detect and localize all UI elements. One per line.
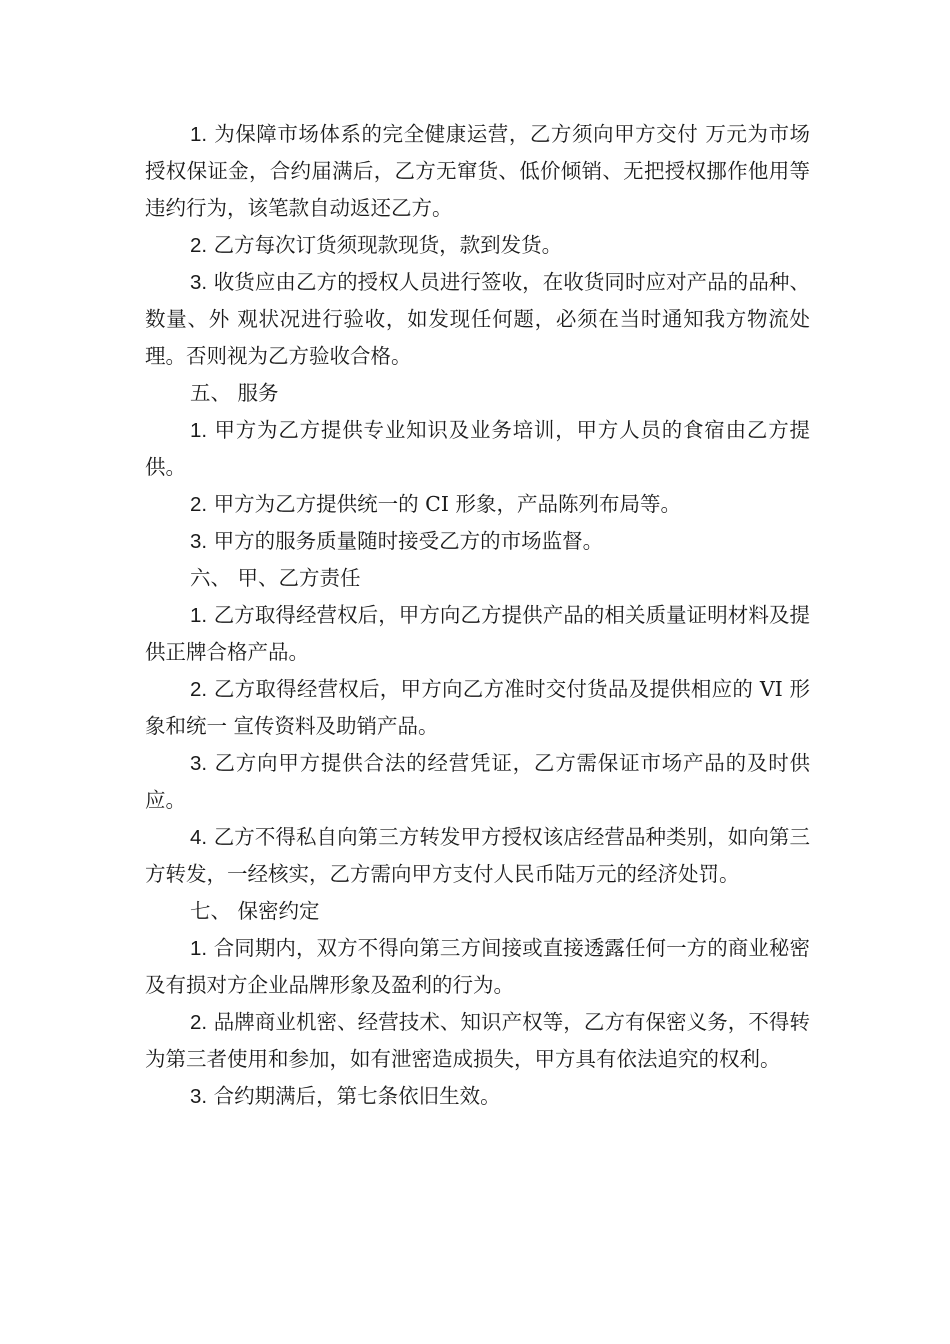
clause-number: 2.	[190, 234, 208, 257]
clause-number: 1.	[190, 123, 208, 146]
clause-paragraph	[145, 745, 810, 819]
clause-paragraph	[145, 116, 810, 227]
clause-number: 2.	[190, 678, 208, 701]
clause-number: 3.	[190, 530, 208, 553]
clause-paragraph	[145, 264, 810, 375]
clause-text: 品牌商业机密、经营技术、知识产权等，乙方有保密义务，不得转为第三者使用和参加，如有泄密造成损失，甲方具有依法追究的权利。	[145, 1010, 810, 1071]
clause-number: 1.	[190, 937, 208, 960]
clause-text: 甲方为乙方提供专业知识及业务培训，甲方人员的食宿由乙方提供。	[145, 418, 810, 479]
clause-text: 合约期满后，第七条依旧生效。	[213, 1084, 501, 1108]
clause-number: 3.	[190, 1085, 208, 1108]
clause-paragraph	[145, 227, 810, 264]
clause-text: 为保障市场体系的完全健康运营，乙方须向甲方交付 万元为市场授权保证金，合约届满后，乙方无窜货、低价倾销、无把授权挪作他用等违约行为，该笔款自动返还乙方。	[145, 122, 810, 220]
clause-text: 甲方为乙方提供统一的 CI 形象，产品陈列布局等。	[213, 492, 681, 516]
clause-text: 甲方的服务质量随时接受乙方的市场监督。	[213, 529, 604, 553]
clause-number: 2.	[190, 493, 208, 516]
clause-text: 收货应由乙方的授权人员进行签收，在收货同时应对产品的品种、数量、外 观状况进行验收，如发现任何题，必须在当时通知我方物流处理。否则视为乙方验收合格。	[145, 270, 810, 368]
clause-number: 1.	[190, 419, 208, 442]
section-heading: 六、 甲、乙方责任	[190, 566, 361, 590]
section-heading: 七、 保密约定	[190, 899, 320, 923]
clause-number: 3.	[190, 271, 208, 294]
clause-number: 3.	[190, 752, 208, 775]
clause-text: 乙方取得经营权后，甲方向乙方提供产品的相关质量证明材料及提供正牌合格产品。	[145, 603, 810, 664]
clause-number: 2.	[190, 1011, 208, 1034]
clause-text: 乙方每次订货须现款现货，款到发货。	[213, 233, 563, 257]
clause-text: 乙方取得经营权后，甲方向乙方准时交付货品及提供相应的 VI 形象和统一 宣传资料及助销产品。	[145, 677, 810, 738]
clause-text: 合同期内，双方不得向第三方间接或直接透露任何一方的商业秘密及有损对方企业品牌形象及盈利的行为。	[145, 936, 810, 997]
clause-paragraph	[145, 819, 810, 893]
clause-number: 1.	[190, 604, 208, 627]
clause-text: 乙方不得私自向第三方转发甲方授权该店经营品种类别，如向第三方转发，一经核实，乙方需向甲方支付人民币陆万元的经济处罚。	[145, 825, 810, 886]
clause-paragraph	[145, 412, 810, 486]
clause-paragraph	[145, 486, 810, 523]
clause-paragraph	[145, 1078, 810, 1115]
clause-paragraph	[145, 1004, 810, 1078]
clause-paragraph	[145, 523, 810, 560]
section-heading: 五、 服务	[190, 381, 279, 405]
clause-paragraph	[145, 671, 810, 745]
clause-number: 4.	[190, 826, 208, 849]
document-page	[145, 116, 810, 1115]
clause-paragraph	[145, 597, 810, 671]
clause-text: 乙方向甲方提供合法的经营凭证，乙方需保证市场产品的及时供应。	[145, 751, 810, 812]
clause-paragraph	[145, 930, 810, 1004]
